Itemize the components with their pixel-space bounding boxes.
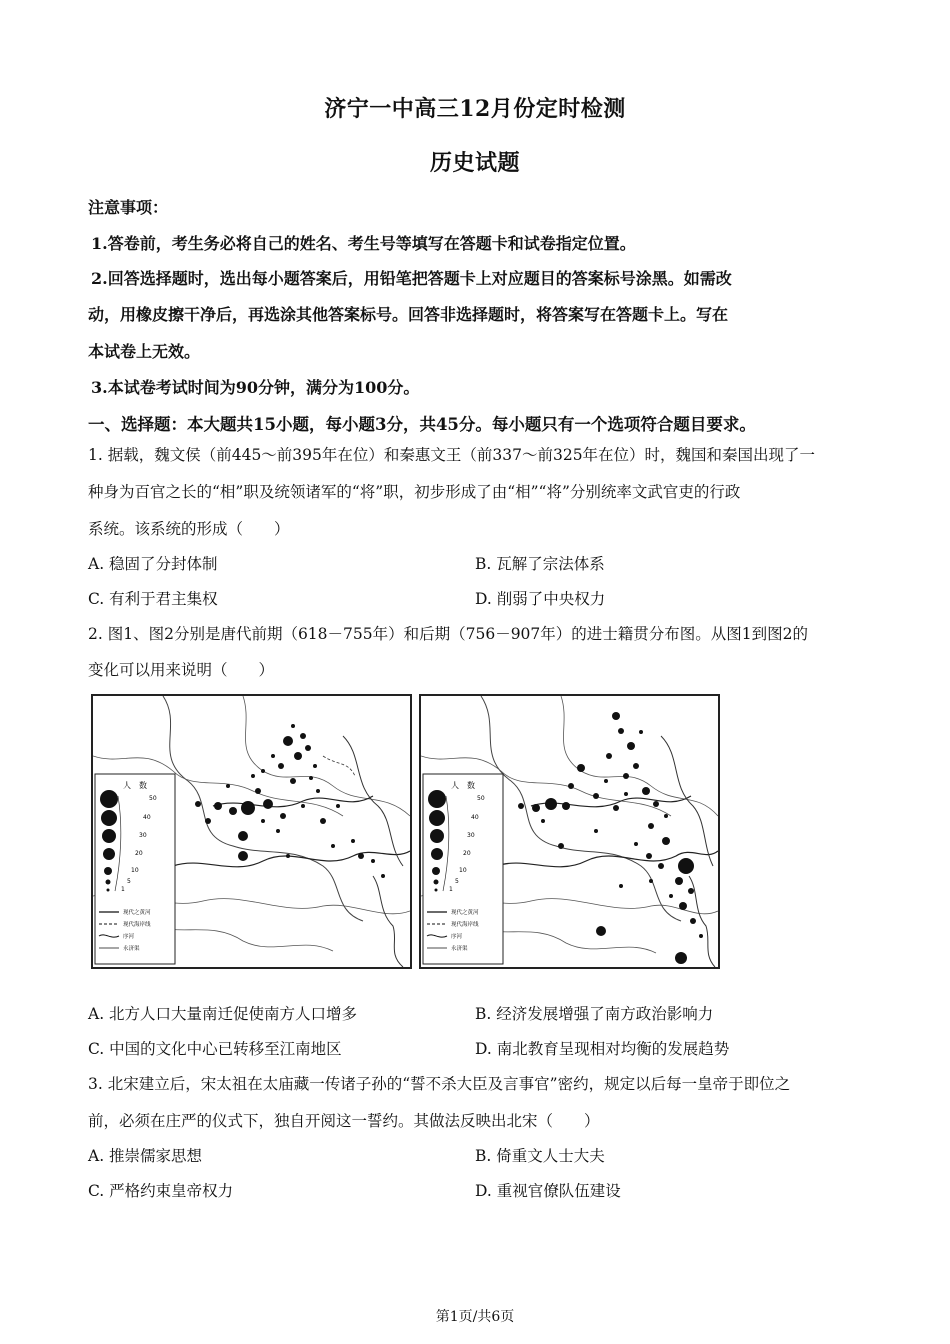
note-item-1: 1.答卷前，考生务必将自己的姓名、考生号等填写在答题卡和试卷指定位置。	[91, 234, 636, 253]
map-1-legend-title: 人 数	[123, 781, 147, 790]
map-2-legend-value-10: 10	[459, 867, 467, 874]
q1-option-a: A. 稳固了分封体制	[88, 555, 218, 573]
map-1-legend-value-20: 20	[135, 850, 143, 857]
map-1-legend-value-40: 40	[143, 814, 151, 821]
map-2-legend-value-5: 5	[455, 878, 459, 885]
q2-option-a: A. 北方人口大量南迁促使南方人口增多	[88, 1005, 358, 1023]
map-1-legend-line-1: 现代之黄河	[123, 910, 151, 916]
map-1-graphic	[93, 696, 410, 967]
map-2-legend-value-40: 40	[471, 814, 479, 821]
map-2-legend-title: 人 数	[451, 781, 475, 790]
section-1-heading: 一、选择题：本大题共15小题，每小题3分，共45分。每小题只有一个选项符合题目要求。	[88, 415, 756, 434]
map-2-legend-line-2: 现代海岸线	[451, 922, 479, 928]
q1-stem-line-2: 种身为百官之长的“相”职及统领诸军的“将”职，初步形成了由“相”“将”分别统率文武官吏的行政	[88, 483, 741, 501]
map-2-legend-value-50: 50	[477, 795, 485, 802]
map-1-legend-value-10: 10	[131, 867, 139, 874]
note-item-2-line-1: 2.回答选择题时，选出每小题答案后，用铅笔把答题卡上对应题目的答案标号涂黑。如需改	[91, 269, 732, 288]
exam-subtitle: 历史试题	[429, 150, 520, 176]
notes-heading: 注意事项：	[88, 198, 169, 217]
map-1-legend-line-4: 永济渠	[123, 946, 140, 952]
q2-option-d: D. 南北教育呈现相对均衡的发展趋势	[475, 1040, 730, 1058]
map-2-legend-line-3: 序河	[451, 934, 463, 940]
exam-title: 济宁一中高三12月份定时检测	[324, 96, 626, 122]
map-1-legend-line-3: 序河	[123, 934, 135, 940]
q2-stem-line-2: 变化可以用来说明（ ）	[88, 661, 275, 679]
map-2-legend-value-30: 30	[467, 832, 475, 839]
map-2-legend-line-1: 现代之黄河	[451, 910, 479, 916]
q1-option-c: C. 有利于君主集权	[88, 590, 218, 608]
q2-stem-line-1: 2. 图1、图2分别是唐代前期（618－755年）和后期（756－907年）的进士籍贯分布图。从图1到图2的	[88, 625, 809, 643]
map-1-legend-value-5: 5	[127, 878, 131, 885]
map-1-legend-value-50: 50	[149, 795, 157, 802]
note-item-2-line-2: 动，用橡皮擦干净后，再选涂其他答案标号。回答非选择题时，将答案写在答题卡上。写在	[88, 305, 729, 324]
q1-option-b: B. 瓦解了宗法体系	[475, 555, 605, 573]
q1-option-d: D. 削弱了中央权力	[475, 590, 606, 608]
q1-stem-line-3: 系统。该系统的形成（ ）	[88, 520, 290, 538]
map-2-graphic	[421, 696, 718, 967]
q3-stem-line-2: 前，必须在庄严的仪式下，独自开阅这一誓约。其做法反映出北宋（ ）	[88, 1112, 600, 1130]
map-2-legend-value-1: 1	[449, 886, 453, 893]
note-item-2-line-3: 本试卷上无效。	[88, 342, 201, 361]
map-1-legend-value-30: 30	[139, 832, 147, 839]
q3-option-d: D. 重视官僚队伍建设	[475, 1182, 621, 1200]
q3-option-c: C. 严格约束皇帝权力	[88, 1182, 234, 1200]
q3-option-b: B. 倚重文人士大夫	[475, 1147, 605, 1165]
map-2-legend-value-20: 20	[463, 850, 471, 857]
q3-option-a: A. 推崇儒家思想	[88, 1147, 203, 1165]
map-2-legend-line-4: 永济渠	[451, 946, 468, 952]
map-1-legend-value-1: 1	[121, 886, 125, 893]
q3-stem-line-1: 3. 北宋建立后，宋太祖在太庙藏一传诸子孙的“誓不杀大臣及言事官”密约，规定以后每一皇帝于即位之	[88, 1075, 791, 1093]
page-number: 第1页/共6页	[435, 1309, 515, 1325]
note-item-3: 3.本试卷考试时间为90分钟，满分为100分。	[91, 378, 420, 397]
map-1-legend-line-2: 现代海岸线	[123, 922, 151, 928]
q1-stem-line-1: 1. 据载，魏文侯（前445～前395年在位）和秦惠文王（前337～前325年在位）时，魏国和秦国出现了一	[88, 446, 816, 464]
map-figure-2	[419, 694, 720, 969]
q2-option-c: C. 中国的文化中心已转移至江南地区	[88, 1040, 342, 1058]
q2-option-b: B. 经济发展增强了南方政治影响力	[475, 1005, 714, 1023]
map-figure-1	[91, 694, 412, 969]
